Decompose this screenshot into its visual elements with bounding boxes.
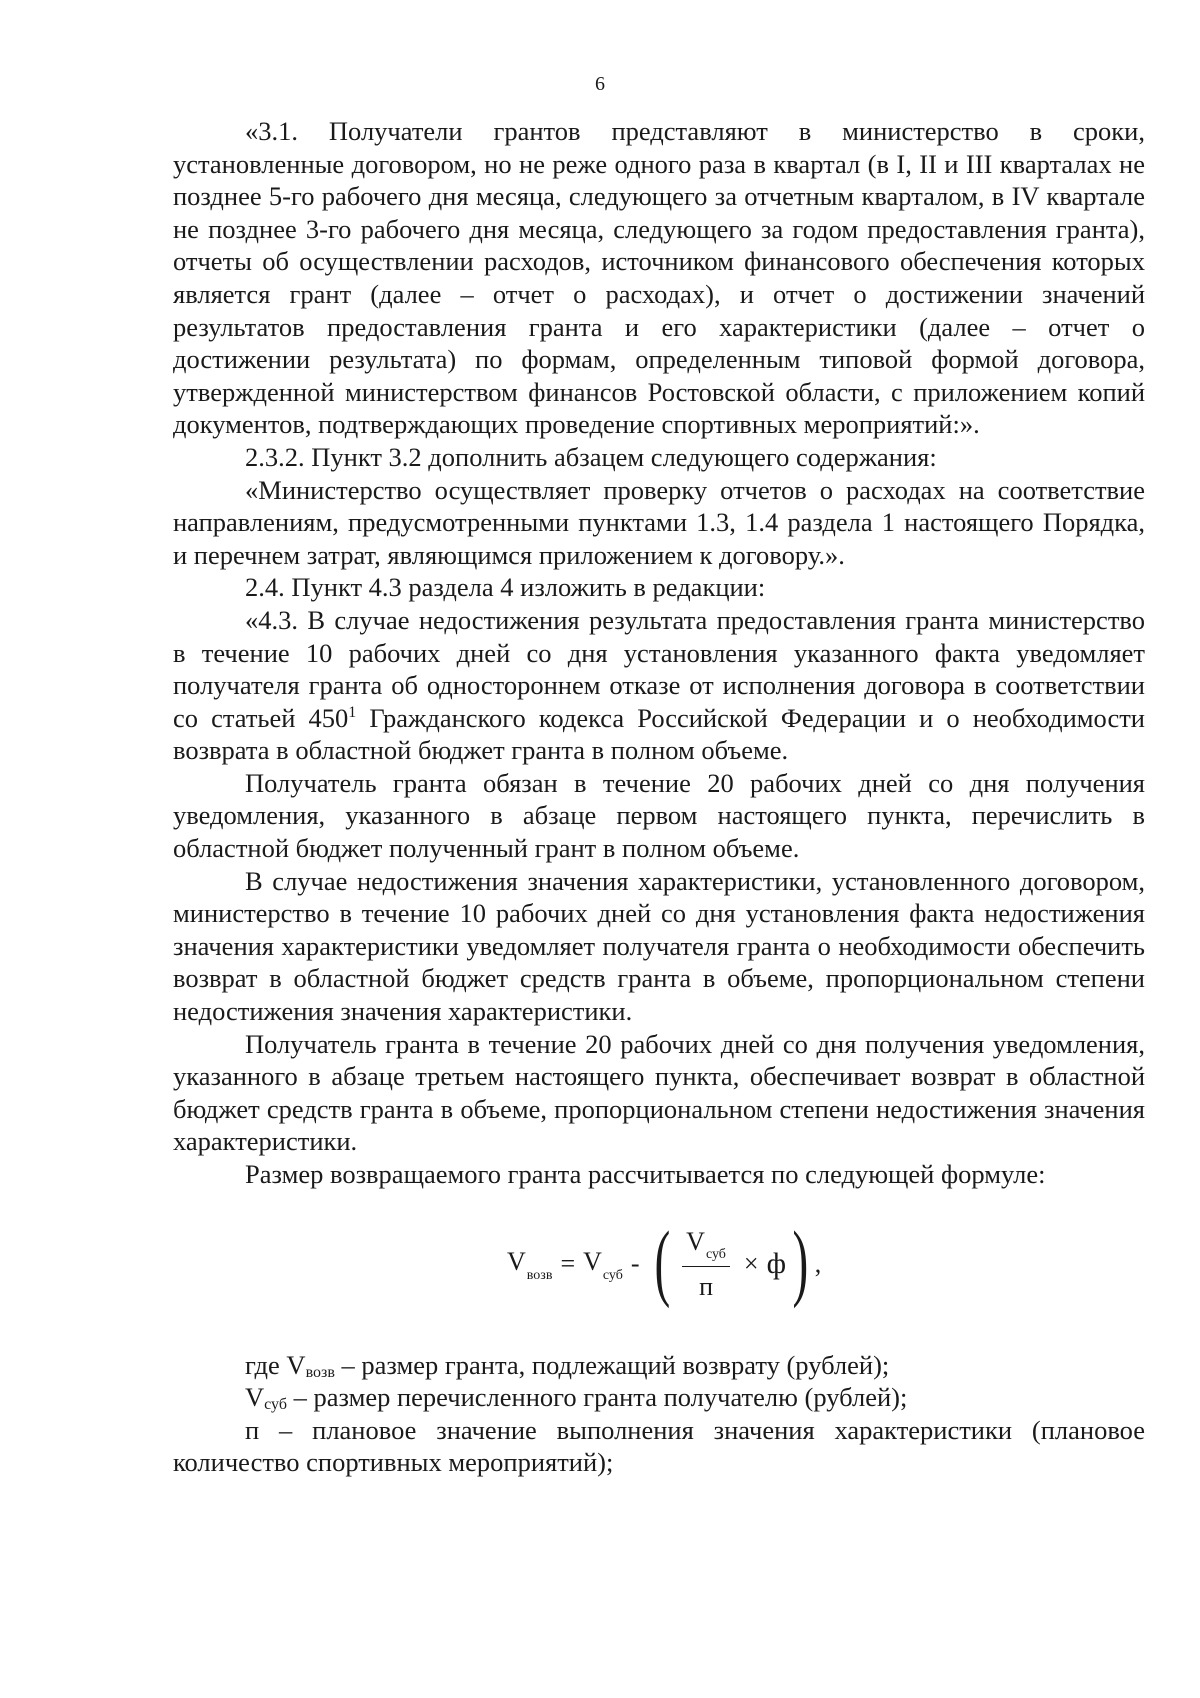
definition-n-plan: п – плановое значение выполнения значения характеристики (плановое количество спортивных мероприятий);	[173, 1414, 1145, 1478]
formula-phi: ф	[766, 1247, 787, 1281]
paragraph-4-3-part-a: «4.3. В случае недостижения результата предоставления гранта министерство в течение 10 рабочих дней со дня установления указанного факта уведомляет получателя гранта об одностороннем отказе от исполнения договора в соответствии со статьей 450	[173, 604, 1145, 733]
formula-equals: =	[560, 1249, 576, 1279]
formula-num-sub: суб	[705, 1246, 726, 1262]
formula-rhs-sub: суб	[602, 1267, 623, 1283]
paragraph-recipient-return: Получатель гранта в течение 20 рабочих дней со дня получения уведомления, указанного в абзаце третьем настоящего пункта, обеспечивает возврат в областной бюджет средств гранта в объеме, пропорциональном степени недостижения значения характеристики.	[173, 1028, 1145, 1157]
paragraph-ministry-check: «Министерство осуществляет проверку отчетов о расходах на соответствие направлениям, предусмотренными пунктами 1.3, 1.4 раздела 1 настоящего Порядка, и перечнем затрат, являющимся приложением к договору.».	[173, 474, 1145, 570]
formula-minus: -	[630, 1249, 640, 1279]
formula-lhs-sub: возв	[526, 1267, 553, 1283]
formula-times: ×	[743, 1249, 759, 1279]
paragraph-4-3	[173, 604, 1145, 767]
article-superscript: 1	[348, 703, 357, 721]
definition-v-subsidy-post: – размер перечисленного гранта получателю (рублей);	[286, 1382, 908, 1413]
formula-lhs	[507, 1246, 552, 1284]
definition-v-return	[173, 1349, 1145, 1382]
definition-v-return-pre: где V	[245, 1349, 306, 1380]
document-body	[173, 115, 1145, 1479]
formula-trailing-comma: ,	[814, 1249, 822, 1279]
definition-v-return-sub: возв	[305, 1363, 335, 1381]
paragraph-formula-intro: Размер возвращаемого гранта рассчитывается по следующей формуле:	[245, 1159, 1046, 1189]
return-formula	[507, 1212, 822, 1313]
definition-v-return-post: – размер гранта, подлежащий возврату (рублей);	[334, 1349, 890, 1380]
formula-open-paren: (	[653, 1212, 670, 1309]
formula-num-var: V	[686, 1226, 705, 1256]
paragraph-4-3-part-b: Гражданского кодекса Российской Федерации и о необходимости возврата в областной бюджет гранта в полном объеме.	[173, 702, 1145, 766]
paragraph-2-3-2: 2.3.2. Пункт 3.2 дополнить абзацем следующего содержания:	[245, 441, 937, 472]
paragraph-2-4: 2.4. Пункт 4.3 раздела 4 изложить в редакции:	[245, 572, 766, 603]
page-number: 6	[595, 73, 605, 95]
formula-rhs-var: V	[583, 1246, 602, 1276]
paragraph-3-1: «3.1. Получатели грантов представляют в министерство в сроки, установленные договором, но не реже одного раза в квартал (в I, II и III кварталах не позднее 5-го рабочего дня месяца, следующего за отчетным кварталом, в IV квартале не позднее 3-го рабочего дня месяца, следующего за годом предоставления гранта), отчеты об осуществлении расходов, источником финансового обеспечения которых является грант (далее – отчет о расходах), и отчет о достижении значений результатов предоставления гранта и его характеристики (далее – отчет о достижении результата) по формам, определенным типовой формой договора, утвержденной министерством финансов Ростовской области, с приложением копий документов, подтверждающих проведение спортивных мероприятий:».	[173, 116, 1145, 440]
formula-lhs-var: V	[507, 1246, 526, 1276]
definition-v-subsidy-pre: V	[245, 1382, 265, 1413]
formula-rhs	[583, 1246, 623, 1284]
paragraph-recipient-obliged: Получатель гранта обязан в течение 20 рабочих дней со дня получения уведомления, указанного в абзаце первом настоящего пункта, перечислить в областной бюджет полученный грант в полном объеме.	[173, 767, 1145, 864]
formula-denominator: п	[699, 1272, 713, 1302]
paragraph-characteristic-shortfall: В случае недостижения значения характеристики, установленного договором, министерство в течение 10 рабочих дней со дня установления факта недостижения значения характеристики уведомляет получателя гранта о необходимости обеспечить возврат в областной бюджет средств гранта в объеме, пропорциональном степени недостижения значения характеристики.	[173, 865, 1145, 1027]
formula-numerator	[682, 1226, 730, 1268]
definition-v-subsidy-sub: суб	[264, 1396, 287, 1414]
definition-v-subsidy	[173, 1381, 1145, 1414]
formula-block	[173, 1212, 1145, 1313]
formula-close-paren: )	[792, 1212, 809, 1309]
formula-fraction	[682, 1226, 730, 1304]
